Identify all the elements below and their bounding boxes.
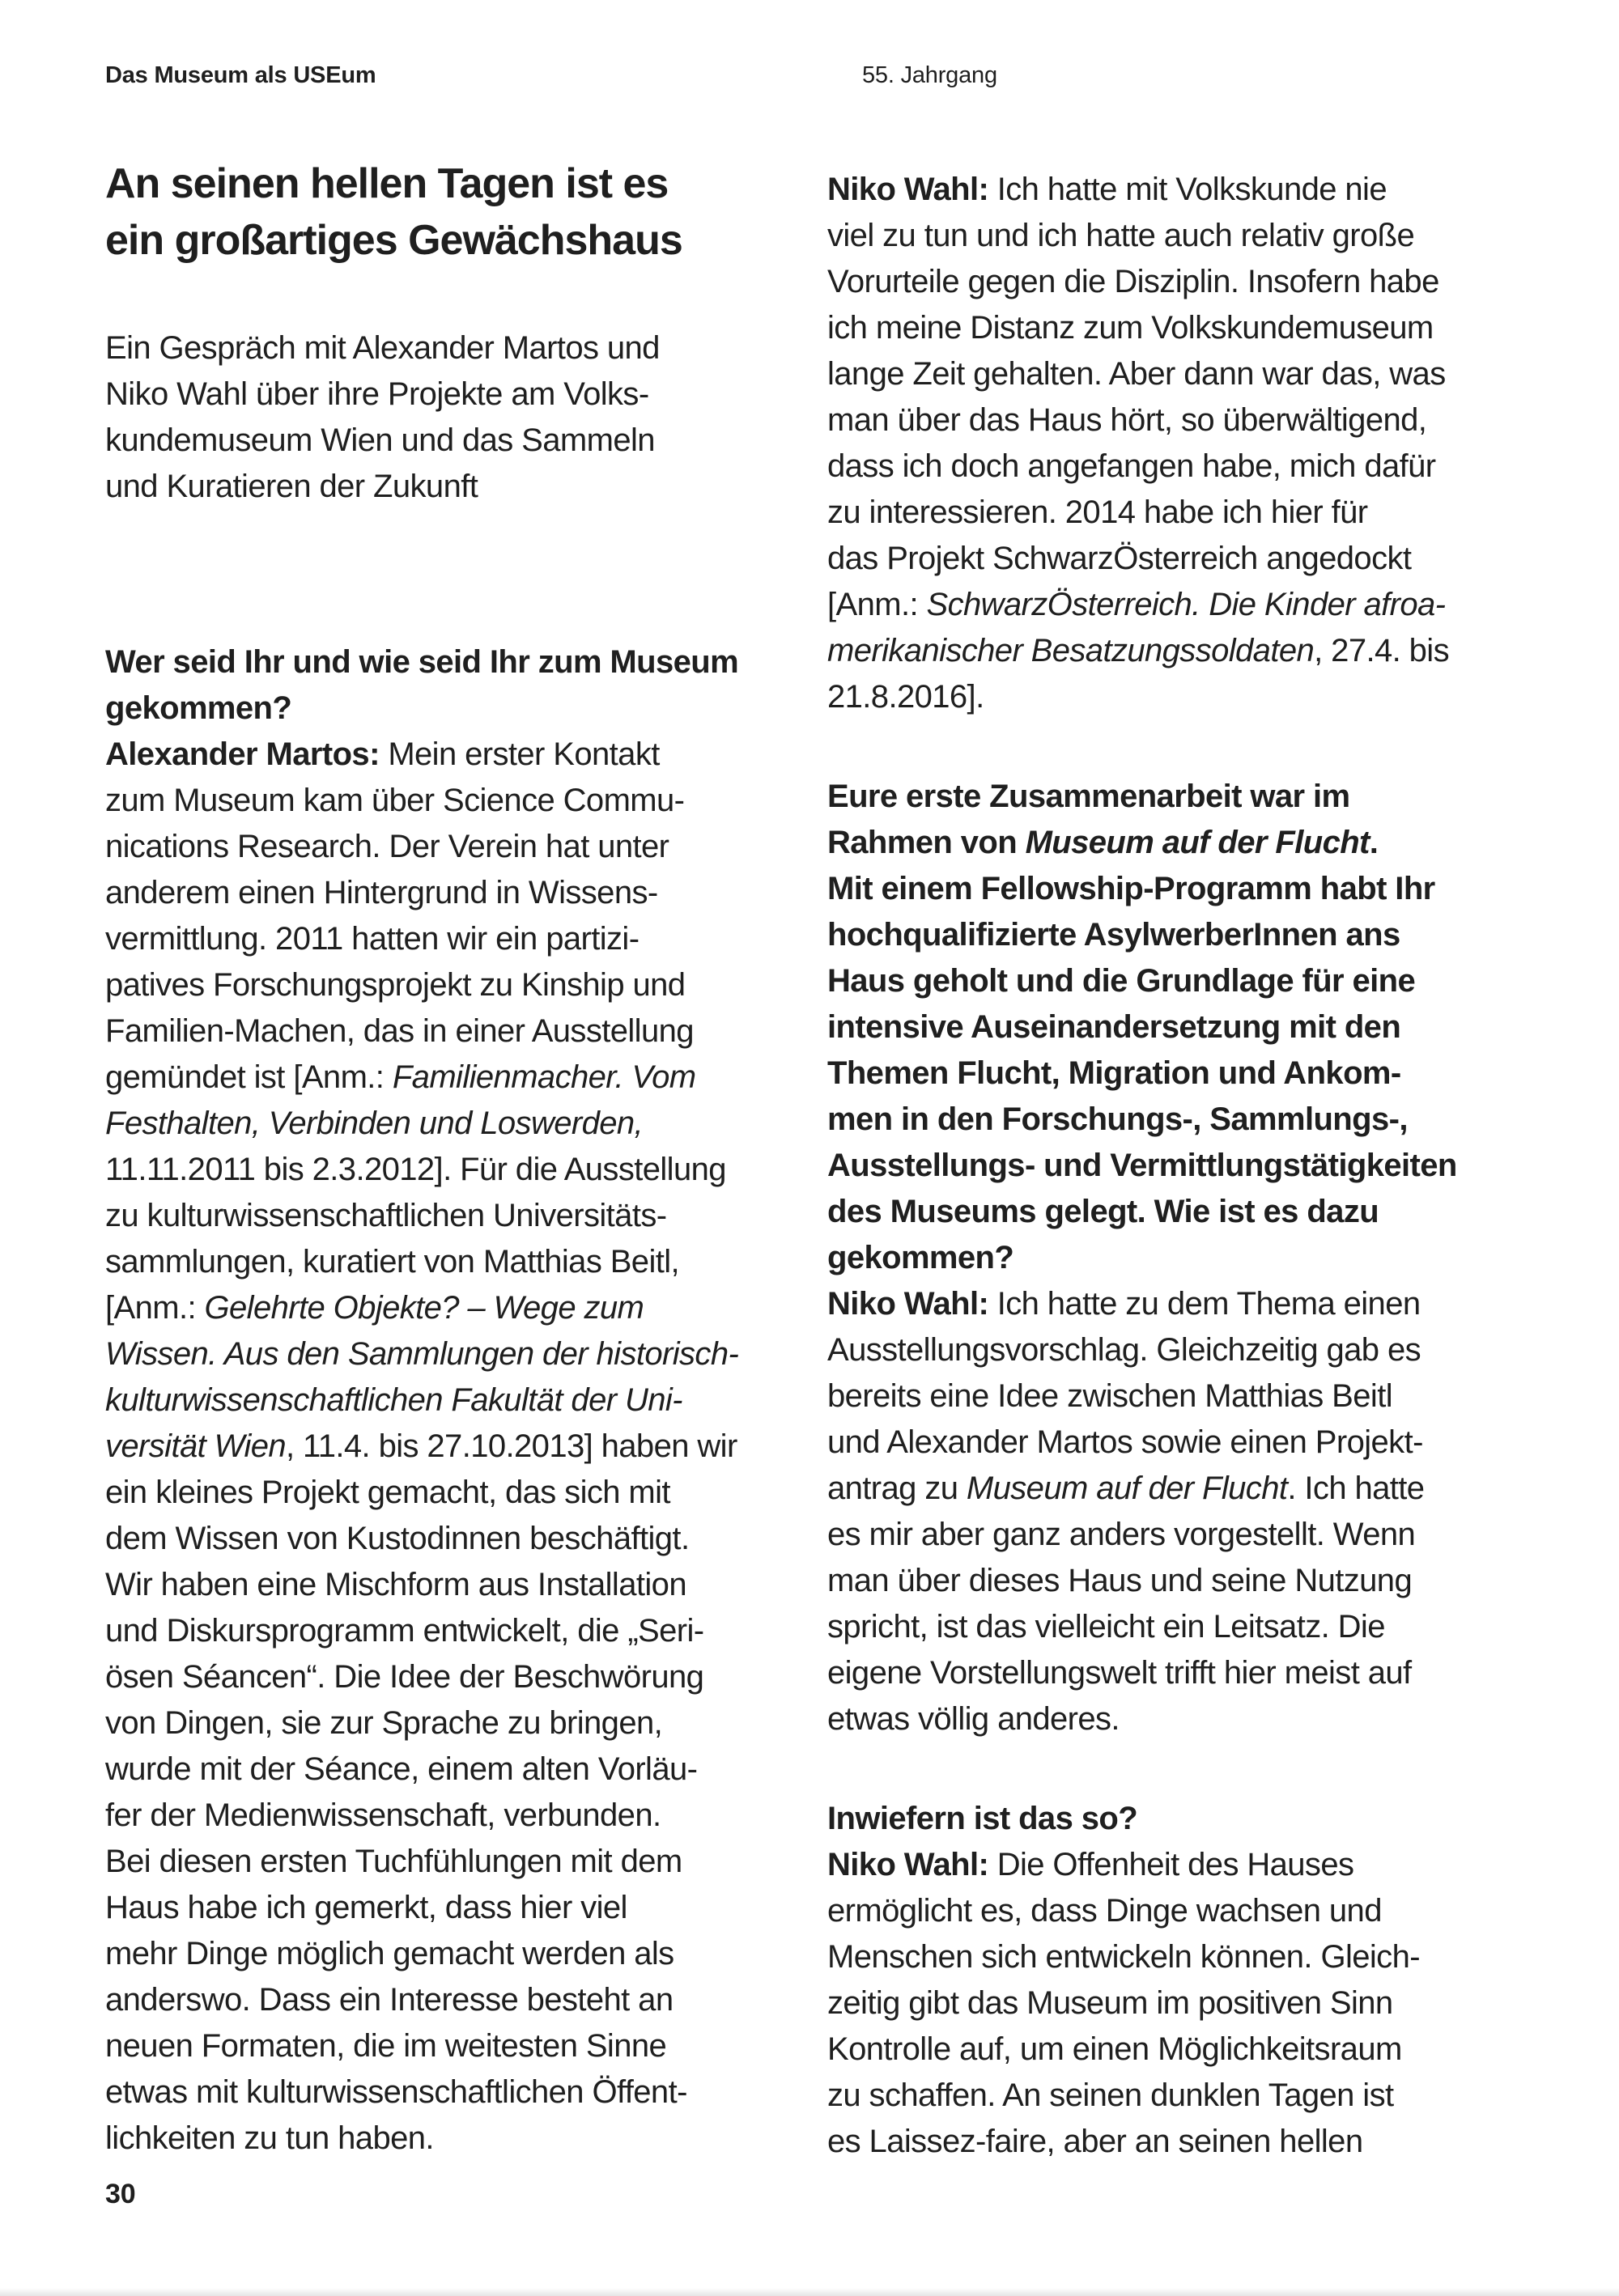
text-line: Wissen. Aus den Sammlungen der historisch-	[105, 1336, 739, 1372]
text-line: von Dingen, sie zur Sprache zu bringen,	[105, 1705, 663, 1741]
text-line: zeitig gibt das Museum im positiven Sinn	[827, 1985, 1393, 2021]
text-line: vermittlung. 2011 hatten wir ein partizi-	[105, 921, 640, 957]
text-line: men in den Forschungs-, Sammlungs-,	[827, 1101, 1408, 1137]
text-line: An seinen hellen Tagen ist es	[105, 160, 669, 207]
text-line: ösen Séancen“. Die Idee der Beschwörung	[105, 1659, 704, 1695]
answer-1-alexander-martos	[105, 732, 827, 2162]
text-line: es mir aber ganz anders vorgestellt. Wenn	[827, 1517, 1416, 1552]
answer-3-niko-wahl	[827, 1842, 1549, 2165]
text-line: Niko Wahl: Ich hatte mit Volkskunde nie	[827, 172, 1387, 207]
text-line: ein großartiges Gewächshaus	[105, 217, 682, 264]
text-line: Menschen sich entwickeln können. Gleich-	[827, 1939, 1420, 1975]
text-line: Haus habe ich gemerkt, dass hier viel	[105, 1890, 627, 1925]
text-line: sammlungen, kuratiert von Matthias Beitl,	[105, 1244, 680, 1280]
text-line: ich meine Distanz zum Volkskundemuseum	[827, 310, 1434, 346]
text-line: gekommen?	[827, 1240, 1014, 1275]
text-line: [Anm.: SchwarzÖsterreich. Die Kinder afroa-	[827, 587, 1446, 622]
text-line: Themen Flucht, Migration und Ankom-	[827, 1055, 1401, 1091]
text-line: eigene Vorstellungswelt trifft hier meist auf	[827, 1655, 1412, 1691]
question-2	[827, 774, 1549, 1281]
text-line: man über dieses Haus und seine Nutzung	[827, 1563, 1413, 1598]
text-line: und Kuratieren der Zukunft	[105, 469, 478, 504]
text-line: ein kleines Projekt gemacht, das sich mit	[105, 1475, 670, 1510]
text-line: kundemuseum Wien und das Sammeln	[105, 422, 655, 458]
text-line: Ausstellungsvorschlag. Gleichzeitig gab es	[827, 1332, 1421, 1368]
text-line: dem Wissen von Kustodinnen beschäftigt.	[105, 1521, 690, 1556]
text-line: bereits eine Idee zwischen Matthias Beitl	[827, 1378, 1392, 1414]
text-line: patives Forschungsprojekt zu Kinship und	[105, 967, 686, 1003]
text-line: Niko Wahl: Die Offenheit des Hauses	[827, 1847, 1354, 1882]
answer-2-niko-wahl	[827, 1281, 1549, 1742]
text-line: Ausstellungs- und Vermittlungstätigkeiten	[827, 1148, 1457, 1183]
text-line: gemündet ist [Anm.: Familienmacher. Vom	[105, 1059, 696, 1095]
text-line: Festhalten, Verbinden und Loswerden,	[105, 1106, 644, 1141]
text-line: zum Museum kam über Science Commu-	[105, 783, 685, 818]
text-line: Inwiefern ist das so?	[827, 1801, 1138, 1836]
text-line: und Diskursprogramm entwickelt, die „Seri-	[105, 1613, 704, 1649]
text-line: Wir haben eine Mischform aus Installation	[105, 1567, 686, 1602]
article-intro	[105, 325, 827, 510]
text-line: Kontrolle auf, um einen Möglichkeitsraum	[827, 2031, 1402, 2067]
text-line: Vorurteile gegen die Disziplin. Insofern habe	[827, 264, 1439, 299]
text-line: intensive Auseinandersetzung mit den	[827, 1009, 1401, 1045]
text-line: etwas mit kulturwissenschaftlichen Öffent-	[105, 2074, 687, 2110]
text-line: versität Wien, 11.4. bis 27.10.2013] haben wir	[105, 1428, 737, 1464]
text-line: Mit einem Fellowship-Programm habt Ihr	[827, 871, 1435, 906]
text-line: zu interessieren. 2014 habe ich hier für	[827, 494, 1368, 530]
text-line: zu schaffen. An seinen dunklen Tagen ist	[827, 2077, 1394, 2113]
right-column	[827, 167, 1549, 2165]
text-line: Ein Gespräch mit Alexander Martos und	[105, 330, 660, 366]
running-head-volume: 55. Jahrgang	[862, 62, 997, 88]
text-line: lange Zeit gehalten. Aber dann war das, was	[827, 356, 1446, 392]
text-line: Haus geholt und die Grundlage für eine	[827, 963, 1416, 999]
text-line: Wer seid Ihr und wie seid Ihr zum Museum	[105, 644, 739, 680]
text-line: Rahmen von Museum auf der Flucht.	[827, 825, 1379, 860]
text-line: das Projekt SchwarzÖsterreich angedockt	[827, 541, 1412, 576]
text-line: ermöglicht es, dass Dinge wachsen und	[827, 1893, 1382, 1929]
text-line: mehr Dinge möglich gemacht werden als	[105, 1936, 674, 1971]
text-line: 21.8.2016].	[827, 679, 984, 715]
text-line: Niko Wahl: Ich hatte zu dem Thema einen	[827, 1286, 1421, 1322]
text-line: spricht, ist das vielleicht ein Leitsatz. Die	[827, 1609, 1385, 1645]
left-column	[105, 155, 827, 2162]
text-line: Bei diesen ersten Tuchfühlungen mit dem	[105, 1844, 682, 1879]
text-line: merikanischer Besatzungssoldaten, 27.4. bis	[827, 633, 1449, 668]
text-line: anderem einen Hintergrund in Wissens-	[105, 875, 658, 910]
text-line: neuen Formaten, die im weitesten Sinne	[105, 2028, 667, 2064]
text-line: viel zu tun und ich hatte auch relativ große	[827, 218, 1415, 253]
text-line: etwas völlig anderes.	[827, 1701, 1120, 1737]
answer-1-niko-wahl	[827, 167, 1549, 720]
text-line: fer der Medienwissenschaft, verbunden.	[105, 1797, 661, 1833]
text-line: Familien-Machen, das in einer Ausstellung	[105, 1013, 694, 1049]
text-line: gekommen?	[105, 690, 292, 726]
text-line: 11.11.2011 bis 2.3.2012]. Für die Ausstellung	[105, 1152, 726, 1187]
text-line: lichkeiten zu tun haben.	[105, 2120, 434, 2156]
text-line: Alexander Martos: Mein erster Kontakt	[105, 736, 660, 772]
text-line: und Alexander Martos sowie einen Projekt-	[827, 1424, 1423, 1460]
question-1	[105, 639, 827, 732]
page-number: 30	[105, 2179, 136, 2209]
text-line: zu kulturwissenschaftlichen Universitäts-	[105, 1198, 667, 1233]
text-line: dass ich doch angefangen habe, mich dafür	[827, 448, 1436, 484]
text-line: des Museums gelegt. Wie ist es dazu	[827, 1194, 1379, 1229]
text-line: kulturwissenschaftlichen Fakultät der Uni-	[105, 1382, 682, 1418]
text-line: antrag zu Museum auf der Flucht. Ich hatte	[827, 1471, 1425, 1506]
text-line: Eure erste Zusammenarbeit war im	[827, 779, 1350, 814]
text-line: es Laissez-faire, aber an seinen hellen	[827, 2124, 1363, 2159]
text-line: nications Research. Der Verein hat unter	[105, 829, 669, 864]
question-3	[827, 1796, 1549, 1842]
running-head-title: Das Museum als USEum	[105, 62, 376, 88]
text-line: anderswo. Dass ein Interesse besteht an	[105, 1982, 674, 2018]
text-line: hochqualifizierte AsylwerberInnen ans	[827, 917, 1400, 953]
text-line: man über das Haus hört, so überwältigend,	[827, 402, 1427, 438]
text-line: wurde mit der Séance, einem alten Vorläu-	[105, 1751, 698, 1787]
text-line: [Anm.: Gelehrte Objekte? – Wege zum	[105, 1290, 644, 1326]
article-title	[105, 155, 827, 269]
text-line: Niko Wahl über ihre Projekte am Volks-	[105, 376, 649, 412]
